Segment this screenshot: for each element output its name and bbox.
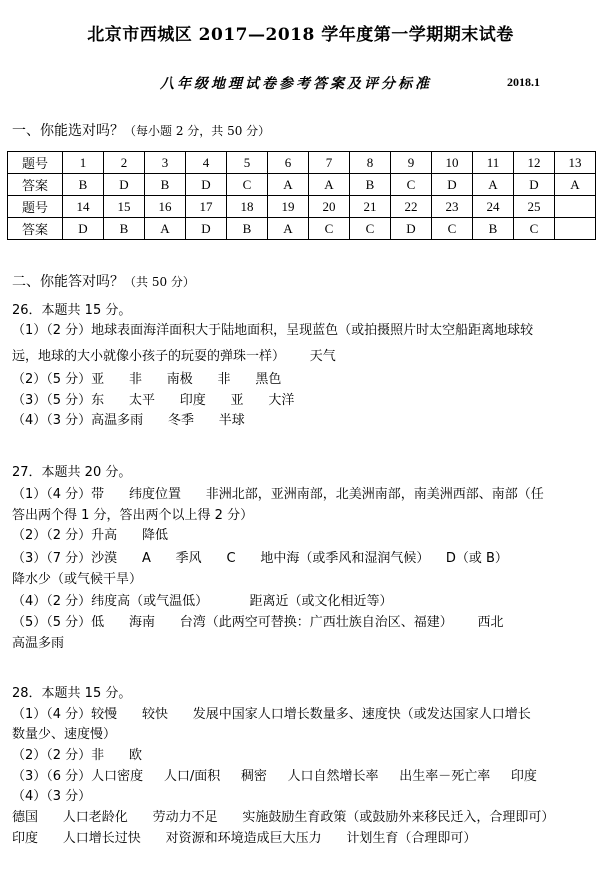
table-cell: 13 bbox=[555, 152, 596, 174]
table-cell: D bbox=[63, 218, 104, 240]
table-cell: 25 bbox=[514, 196, 555, 218]
section-1-note: （每小题 2 分，共 50 分） bbox=[124, 124, 271, 138]
table-cell: 6 bbox=[268, 152, 309, 174]
table-cell: 16 bbox=[145, 196, 186, 218]
q28-line-4: （3）（6 分）人口密度 人口/面积 稠密 人口自然增长率 出生率－死亡率 印度 bbox=[12, 769, 537, 784]
table-cell: C bbox=[514, 218, 555, 240]
table-cell: D bbox=[186, 174, 227, 196]
q27-line-8: 高温多雨 bbox=[12, 636, 65, 651]
table-cell: D bbox=[432, 174, 473, 196]
table-cell: B bbox=[63, 174, 104, 196]
q27-line-4: （3）（7 分）沙漠 A 季风 C 地中海（或季风和湿润气候） D（或 B） bbox=[12, 551, 508, 566]
table-cell: 20 bbox=[309, 196, 350, 218]
table-cell: 21 bbox=[350, 196, 391, 218]
document-title: 北京市西城区 2017—2018 学年度第一学期期末试卷 bbox=[87, 25, 514, 45]
table-cell: 1 bbox=[63, 152, 104, 174]
table-cell: A bbox=[268, 218, 309, 240]
table-cell: 15 bbox=[104, 196, 145, 218]
q28-line-3: （2）（2 分）非 欧 bbox=[12, 748, 142, 763]
table-cell: 5 bbox=[227, 152, 268, 174]
table-cell: D bbox=[186, 218, 227, 240]
section-1-title: 一、你能选对吗？ bbox=[12, 123, 124, 139]
table-cell: A bbox=[309, 174, 350, 196]
section-1-heading bbox=[12, 120, 270, 140]
table-cell: 11 bbox=[473, 152, 514, 174]
table-cell: A bbox=[145, 218, 186, 240]
table-cell: D bbox=[104, 174, 145, 196]
document-subtitle: 八年级地理试卷参考答案及评分标准 bbox=[160, 76, 432, 92]
table-cell: 23 bbox=[432, 196, 473, 218]
table-cell: A bbox=[473, 174, 514, 196]
q26-line-5: （4）（3 分）高温多雨 冬季 半球 bbox=[12, 413, 245, 428]
table-cell: A bbox=[555, 174, 596, 196]
q26-line-3: （2）（5 分）亚 非 南极 非 黑色 bbox=[12, 372, 282, 387]
table-row bbox=[8, 218, 596, 240]
table-cell: 8 bbox=[350, 152, 391, 174]
table-cell: C bbox=[391, 174, 432, 196]
table-row bbox=[8, 174, 596, 196]
q27-line-3: （2）（2 分）升高 降低 bbox=[12, 528, 168, 543]
table-cell: 9 bbox=[391, 152, 432, 174]
table-cell: B bbox=[145, 174, 186, 196]
table-cell: C bbox=[350, 218, 391, 240]
table-row-label: 答案 bbox=[8, 174, 63, 196]
q26-heading: 26．本题共 15 分。 bbox=[12, 303, 132, 318]
table-row-label: 答案 bbox=[8, 218, 63, 240]
q28-line-6: 德国 人口老龄化 劳动力不足 实施鼓励生育政策（或鼓励外来移民迁入，合理即可） bbox=[12, 810, 555, 825]
table-cell: 12 bbox=[514, 152, 555, 174]
table-cell: B bbox=[227, 218, 268, 240]
table-cell: C bbox=[227, 174, 268, 196]
table-cell: 3 bbox=[145, 152, 186, 174]
q28-line-5: （4）（3 分） bbox=[12, 789, 92, 804]
document-date: 2018.1 bbox=[507, 75, 540, 89]
table-cell: 4 bbox=[186, 152, 227, 174]
section-2-heading bbox=[12, 271, 195, 291]
table-cell: D bbox=[514, 174, 555, 196]
table-cell: 24 bbox=[473, 196, 514, 218]
table-cell: 2 bbox=[104, 152, 145, 174]
table-cell: 17 bbox=[186, 196, 227, 218]
table-cell: 10 bbox=[432, 152, 473, 174]
answer-table bbox=[7, 151, 596, 240]
table-cell bbox=[555, 218, 596, 240]
table-cell: 19 bbox=[268, 196, 309, 218]
q27-line-6: （4）（2 分）纬度高（或气温低） 距离近（或文化相近等） bbox=[12, 594, 393, 609]
q26-line-2: 远，地球的大小就像小孩子的玩耍的弹珠一样） 天气 bbox=[12, 349, 336, 364]
table-cell: B bbox=[350, 174, 391, 196]
table-cell: 7 bbox=[309, 152, 350, 174]
table-row bbox=[8, 196, 596, 218]
table-cell: C bbox=[432, 218, 473, 240]
q28-line-2: 数量少、速度慢） bbox=[12, 727, 117, 742]
section-2-title: 二、你能答对吗？ bbox=[12, 274, 124, 290]
table-row-label: 题号 bbox=[8, 152, 63, 174]
q28-heading: 28．本题共 15 分。 bbox=[12, 686, 132, 701]
q27-line-5: 降水少（或气候干旱） bbox=[12, 572, 143, 587]
q26-line-1: （1）（2 分）地球表面海洋面积大于陆地面积，呈现蓝色（或拍摄照片时太空船距离地球较 bbox=[12, 323, 534, 338]
table-cell: 18 bbox=[227, 196, 268, 218]
section-2-note: （共 50 分） bbox=[124, 275, 195, 289]
table-cell: 14 bbox=[63, 196, 104, 218]
q28-line-1: （1）（4 分）较慢 较快 发展中国家人口增长数量多、速度快（或发达国家人口增长 bbox=[12, 707, 531, 722]
table-cell: 22 bbox=[391, 196, 432, 218]
q27-line-7: （5）（5 分）低 海南 台湾（此两空可替换：广西壮族自治区、福建） 西北 bbox=[12, 615, 504, 630]
table-cell bbox=[555, 196, 596, 218]
q27-line-1: （1）（4 分）带 纬度位置 非洲北部，亚洲南部，北美洲南部，南美洲西部、南部（任 bbox=[12, 487, 544, 502]
q27-line-2: 答出两个得 1 分，答出两个以上得 2 分） bbox=[12, 508, 254, 523]
q28-line-7: 印度 人口增长过快 对资源和环境造成巨大压力 计划生育（合理即可） bbox=[12, 831, 477, 846]
table-row bbox=[8, 152, 596, 174]
q26-line-4: （3）（5 分）东 太平 印度 亚 大洋 bbox=[12, 393, 295, 408]
table-cell: B bbox=[473, 218, 514, 240]
table-cell: A bbox=[268, 174, 309, 196]
table-cell: D bbox=[391, 218, 432, 240]
table-cell: C bbox=[309, 218, 350, 240]
table-cell: B bbox=[104, 218, 145, 240]
table-row-label: 题号 bbox=[8, 196, 63, 218]
q27-heading: 27．本题共 20 分。 bbox=[12, 465, 132, 480]
